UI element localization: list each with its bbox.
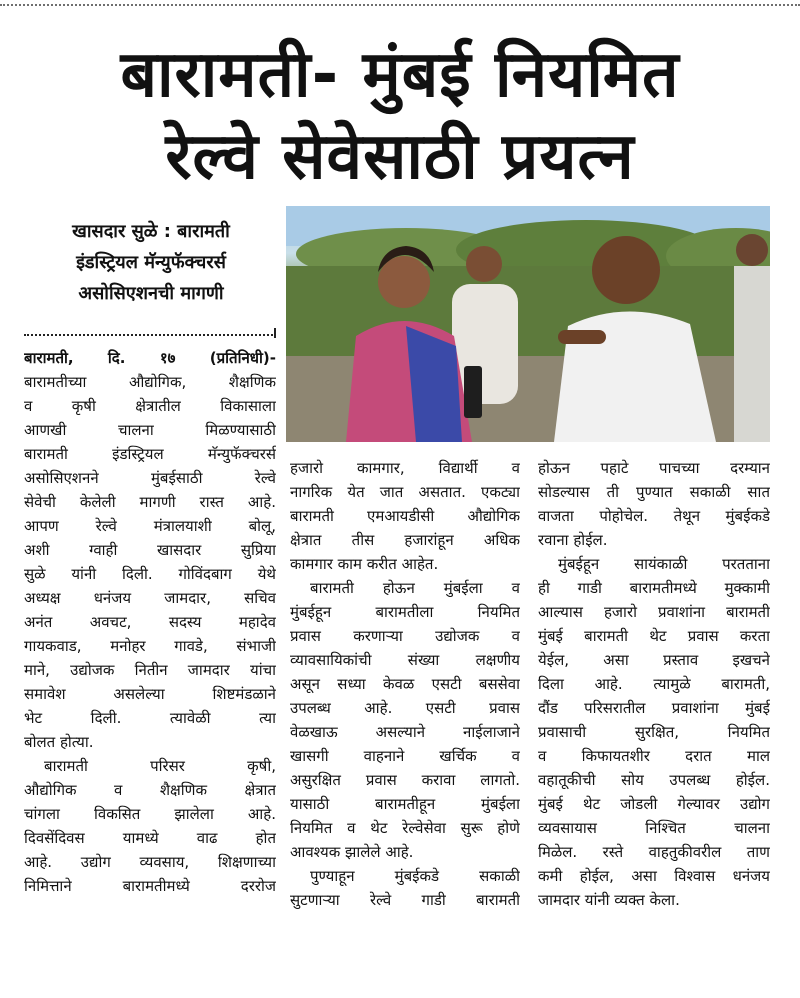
article-text-line: बारामती एमआयडीसी औद्योगिक — [290, 507, 520, 525]
article-text-line: उपलब्ध आहे. एसटी प्रवास — [290, 699, 520, 717]
headline-line-1: बारामती- मुंबई नियमित — [120, 38, 680, 112]
article-text-line: मिळेल. रस्ते वाहतुकीवरील ताण — [538, 843, 770, 861]
article-text-line: असोसिएशनने मुंबईसाठी रेल्वे — [24, 469, 276, 487]
article-text-line: येईल, असा प्रस्ताव इखचने — [538, 651, 770, 669]
article-text-line: दौंड परिसरातील प्रवाशांना मुंबई — [538, 699, 770, 717]
article-text-line: असुरक्षित प्रवास करावा लागतो. — [290, 771, 520, 789]
article-text-line: भेट दिली. त्यावेळी त्या — [24, 709, 276, 727]
headline-line-2: रेल्वे सेवेसाठी प्रयत्न — [165, 120, 635, 194]
article-text-line: आपण रेल्वे मंत्रालयाशी बोलू, — [24, 517, 276, 535]
article-text-line: होऊन पहाटे पाचच्या दरम्यान — [538, 459, 770, 477]
article-text-line: बारामतीच्या औद्योगिक, शैक्षणिक — [24, 373, 276, 391]
article-text-line: वेळखाऊ असल्याने नाईलाजाने — [290, 723, 520, 741]
article-text-line: व्यावसायिकांची संख्या लक्षणीय — [290, 651, 520, 669]
article-text-line: दिवसेंदिवस यामध्ये वाढ होत — [24, 829, 276, 847]
article-text-line: चांगला विकसित झालेला आहे. — [24, 805, 276, 823]
article-text-line: बारामती इंडस्ट्रियल मॅन्युफॅक्चरर्स — [24, 445, 276, 463]
article-text-line: मुंबई थेट जोडली गेल्यावर उद्योग — [538, 795, 770, 813]
subheadline-line-2: इंडस्ट्रियल मॅन्युफॅक्चरर्स — [76, 252, 226, 273]
article-text-line: अशी ग्वाही खासदार सुप्रिया — [24, 541, 276, 559]
article-text-line: व कृषी क्षेत्रातील विकासाला — [24, 397, 276, 415]
article-text-line: यासाठी बारामतीहून मुंबईला — [290, 795, 520, 813]
article-text-line: सुटणाऱ्या रेल्वे गाडी बारामती — [290, 891, 520, 909]
article-text-line: पुण्याहून मुंबईकडे सकाळी — [310, 867, 520, 885]
article-text-line: सोडल्यास ती पुण्यात सकाळी सात — [538, 483, 770, 501]
article-column-3 — [538, 456, 770, 912]
article-text-line: प्रवास करणाऱ्या उद्योजक व — [290, 627, 520, 645]
article-column-2 — [290, 456, 520, 912]
article-text-line: सेवेची केलेली मागणी रास्त आहे. — [24, 493, 276, 511]
article-text-line: रवाना होईल. — [538, 531, 608, 549]
article-text-line: व्यवसायास निश्चित चालना — [538, 819, 770, 837]
news-photo — [286, 206, 770, 442]
subheadline-dotted-rule — [24, 334, 276, 336]
article-text-line: बोलत होत्या. — [24, 733, 94, 751]
article-text-line: प्रवासाची सुरक्षित, नियमित — [538, 723, 770, 741]
article-text-line: आल्यास हजारो प्रवाशांना बारामती — [538, 603, 770, 621]
headline — [0, 34, 800, 198]
article-column-1 — [24, 346, 276, 898]
article-text-line: वहातूकीची सोय उपलब्ध होईल. — [538, 771, 770, 789]
article-text-line: कमी होईल, असा विश्वास धनंजय — [538, 867, 770, 885]
article-text-line: ही गाडी बारामतीमध्ये मुक्कामी — [538, 579, 770, 597]
article-text-line: अनंत अवचट, सदस्य महादेव — [24, 613, 276, 631]
article-text-line: दिला आहे. त्यामुळे बारामती, — [538, 675, 770, 693]
article-text-line: खासगी वाहनाने खर्चिक व — [290, 747, 520, 765]
article-text-line: हजारो कामगार, विद्यार्थी व — [290, 459, 520, 477]
article-text-line: माने, उद्योजक नितीन जामदार यांचा — [24, 661, 276, 679]
article-text-line: नागरिक येत जात असतात. एकट्या — [290, 483, 520, 501]
subheadline — [24, 216, 278, 309]
article-text-line: क्षेत्रात तीस हजारांहून अधिक — [290, 531, 520, 549]
subheadline-line-3: असोसिएशनची मागणी — [78, 283, 224, 304]
article-text-line: बारामती होऊन मुंबईला व — [310, 579, 520, 597]
top-dotted-rule — [0, 4, 800, 6]
article-text-line: सुळे यांनी दिली. गोविंदबाग येथे — [24, 565, 276, 583]
article-text-line: मुंबईहून सायंकाळी परतताना — [558, 555, 770, 573]
article-text-line: अध्यक्ष धनंजय जामदार, सचिव — [24, 589, 276, 607]
article-text-line: व किफायतशीर दरात माल — [538, 747, 770, 765]
subheadline-rule-end — [274, 328, 276, 338]
article-text-line: मुंबई बारामती थेट प्रवास करता — [538, 627, 770, 645]
article-text-line: जामदार यांनी व्यक्त केला. — [538, 891, 680, 909]
article-text-line: असून सध्या केवळ एसटी बससेवा — [290, 675, 520, 693]
news-photo-illustration — [286, 206, 770, 442]
article-text-line: समावेश असलेल्या शिष्टमंडळाने — [24, 685, 276, 703]
article-dateline: बारामती, दि. १७ (प्रतिनिधी)- — [24, 349, 276, 367]
article-text-line: निमित्ताने बारामतीमध्ये दररोज — [24, 877, 276, 895]
article-text-line: औद्योगिक व शैक्षणिक क्षेत्रात — [24, 781, 276, 799]
subheadline-line-1: खासदार सुळे : बारामती — [72, 221, 230, 242]
article-text-line: कामगार काम करीत आहेत. — [290, 555, 439, 573]
article-text-line: वाजता पोहोचेल. तेथून मुंबईकडे — [538, 507, 770, 525]
article-text-line: मुंबईहून बारामतीला नियमित — [290, 603, 520, 621]
article-text-line: नियमित व थेट रेल्वेसेवा सुरू होणे — [290, 819, 520, 837]
article-text-line: गायकवाड, मनोहर गावडे, संभाजी — [24, 637, 276, 655]
article-text-line: आहे. उद्योग व्यवसाय, शिक्षणाच्या — [24, 853, 276, 871]
article-text-line: बारामती परिसर कृषी, — [44, 757, 276, 775]
article-text-line: आणखी चालना मिळण्यासाठी — [24, 421, 276, 439]
article-text-line: आवश्यक झालेले आहे. — [290, 843, 414, 861]
